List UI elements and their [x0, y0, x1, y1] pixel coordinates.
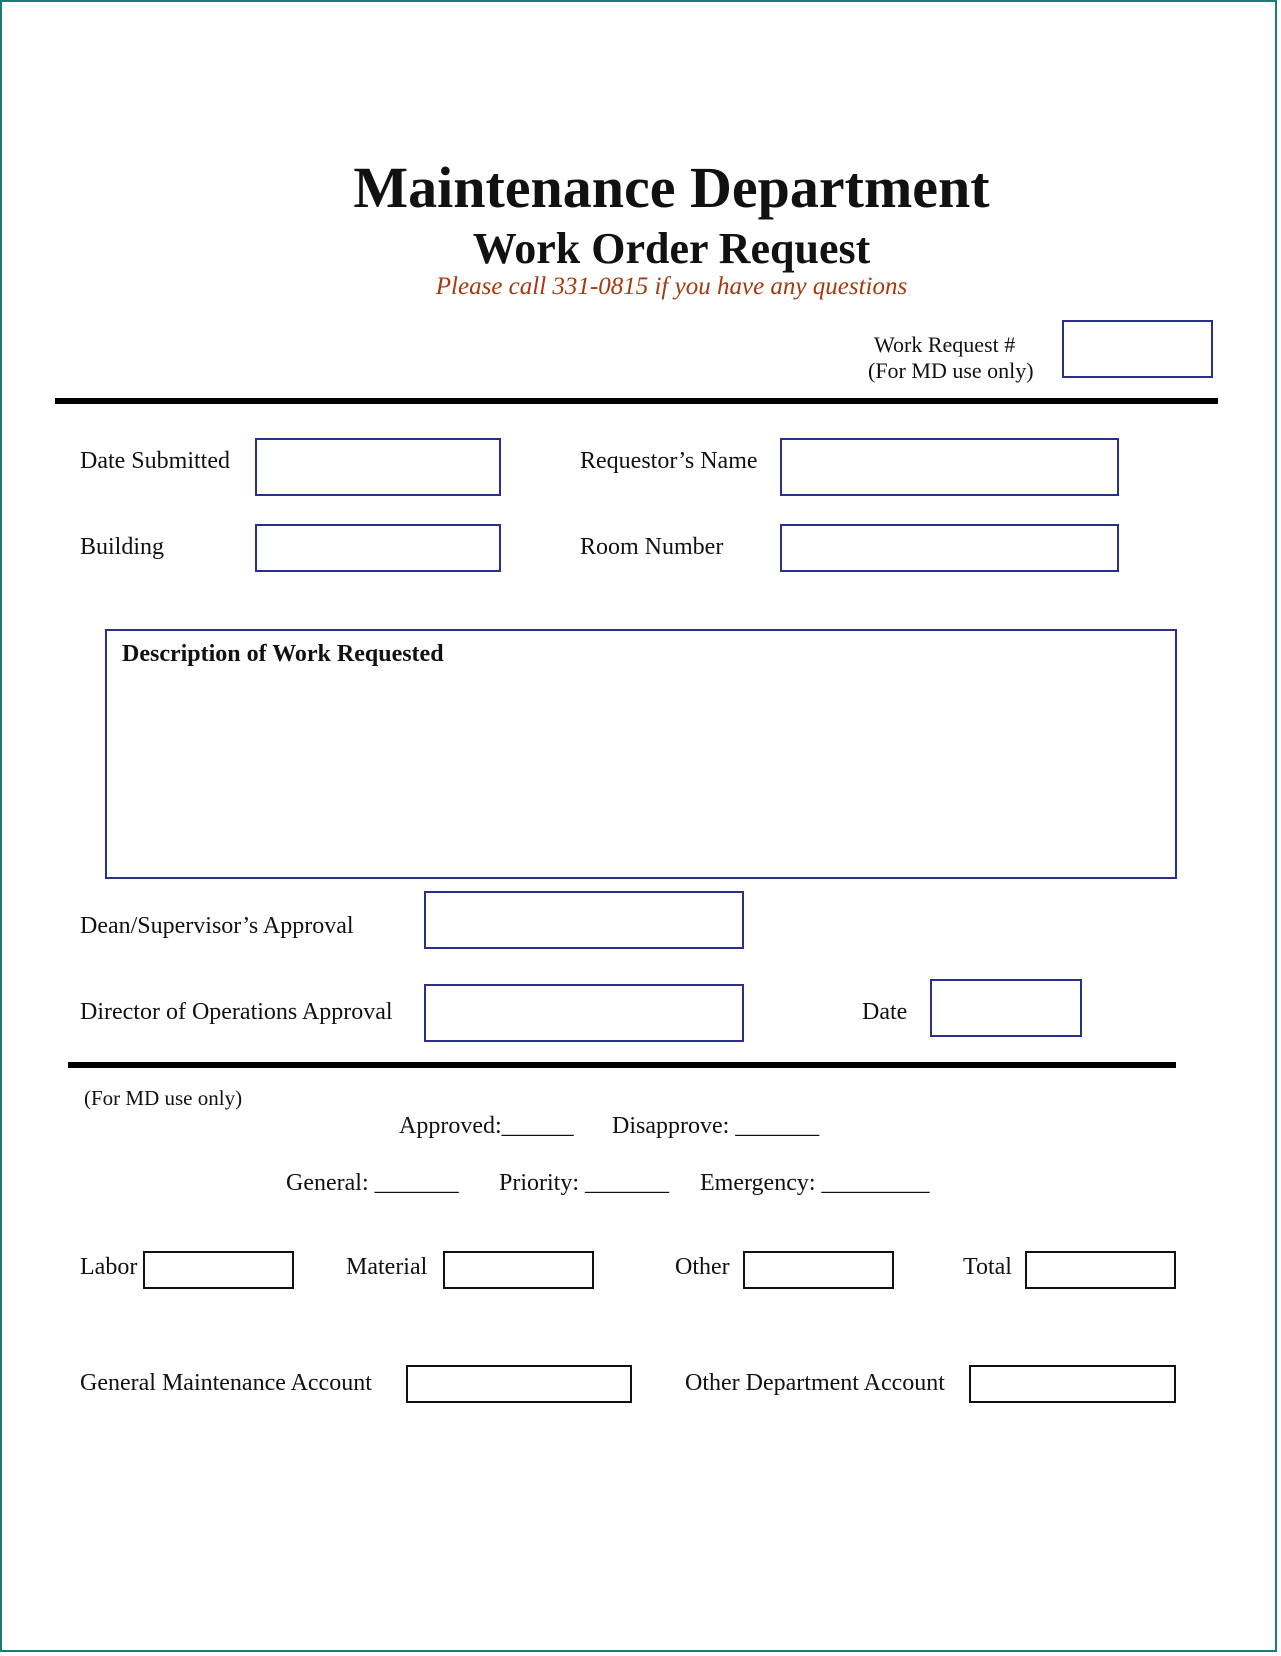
total-field[interactable] [1025, 1251, 1176, 1289]
approval-date-field[interactable] [930, 979, 1082, 1037]
approved-field[interactable]: Approved:______ [399, 1113, 574, 1139]
md-use-note: (For MD use only) [84, 1086, 243, 1110]
other-label: Other [675, 1254, 730, 1280]
building-label: Building [80, 534, 165, 560]
bottom-divider [68, 1062, 1176, 1068]
description-label: Description of Work Requested [122, 641, 444, 667]
requestor-name-label: Requestor’s Name [580, 448, 758, 474]
director-approval-field[interactable] [424, 984, 744, 1042]
work-request-number-field[interactable] [1062, 320, 1213, 378]
labor-field[interactable] [143, 1251, 294, 1289]
general-account-label: General Maintenance Account [80, 1370, 372, 1396]
dean-approval-field[interactable] [424, 891, 744, 949]
date-submitted-field[interactable] [255, 438, 501, 496]
priority-field[interactable]: Priority: _______ [499, 1170, 670, 1196]
material-field[interactable] [443, 1251, 594, 1289]
general-priority-field[interactable]: General: _______ [286, 1170, 459, 1196]
dean-approval-label: Dean/Supervisor’s Approval [80, 913, 354, 939]
other-field[interactable] [743, 1251, 894, 1289]
material-label: Material [346, 1254, 428, 1280]
labor-label: Labor [80, 1254, 138, 1280]
work-request-label: Work Request # [874, 332, 1016, 357]
disapprove-field[interactable]: Disapprove: _______ [612, 1113, 820, 1139]
room-number-field[interactable] [780, 524, 1119, 572]
form-title: Maintenance Department [353, 155, 990, 220]
total-label: Total [963, 1254, 1012, 1280]
emergency-field[interactable]: Emergency: _________ [700, 1170, 930, 1196]
other-account-field[interactable] [969, 1365, 1176, 1403]
director-approval-label: Director of Operations Approval [80, 999, 393, 1025]
building-field[interactable] [255, 524, 501, 572]
approval-date-label: Date [862, 999, 908, 1025]
date-submitted-label: Date Submitted [80, 448, 230, 474]
work-request-note: (For MD use only) [868, 358, 1034, 383]
requestor-name-field[interactable] [780, 438, 1119, 496]
other-account-label: Other Department Account [685, 1370, 945, 1396]
top-divider [55, 398, 1218, 404]
room-number-label: Room Number [580, 534, 724, 560]
form-subtitle: Work Order Request [472, 224, 871, 273]
contact-note: Please call 331-0815 if you have any questions [435, 273, 908, 300]
general-account-field[interactable] [406, 1365, 632, 1403]
description-field[interactable] [105, 629, 1177, 879]
